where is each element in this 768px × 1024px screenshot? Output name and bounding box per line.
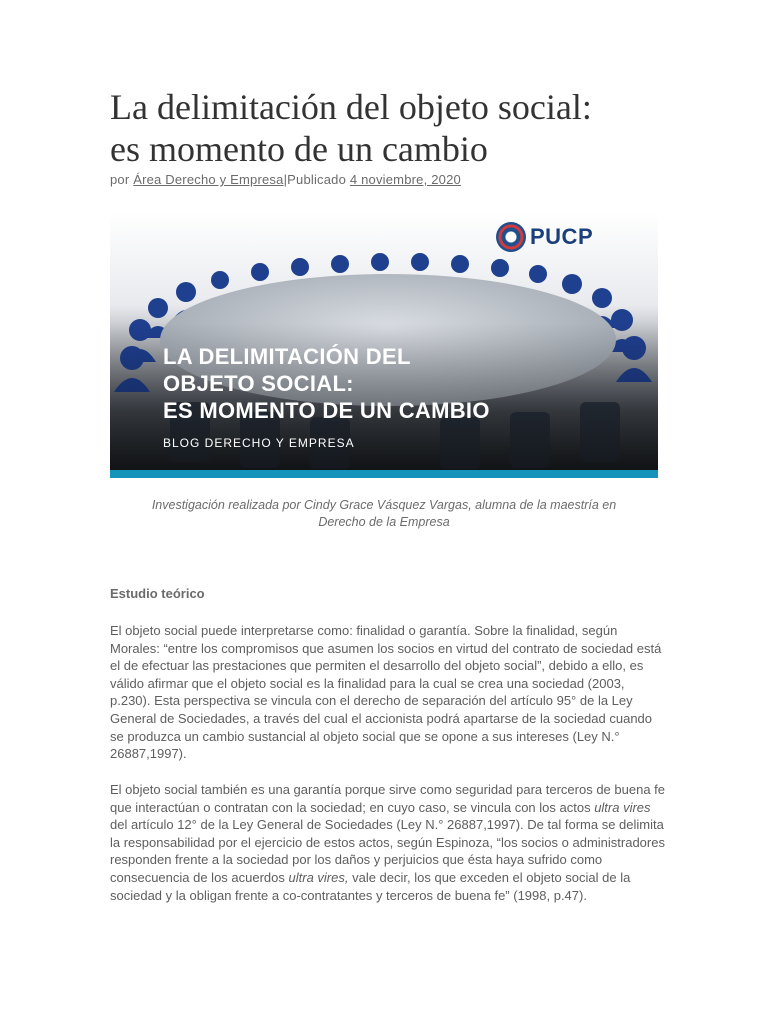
paragraph-2-italic-1: ultra vires	[594, 799, 651, 815]
paragraph-2-text-1: El objeto social también es una garantía porque sirve como seguridad para terceros de buena fe que interactúan o contratan con la sociedad; en cuyo caso, se vincula con los actos	[110, 782, 666, 815]
caption-line-1: Investigación realizada por Cindy Grace Vásquez Vargas, alumna de la maestría en	[151, 498, 617, 512]
logo-text: PUCP	[530, 224, 594, 249]
hero-headline-line-2: OBJETO SOCIAL:	[163, 371, 354, 396]
hero-headline-line-1: LA DELIMITACIÓN DEL	[163, 344, 411, 369]
accent-bar	[110, 470, 658, 478]
article-title	[110, 86, 670, 170]
paragraph-2-italic-2: ultra vires,	[288, 869, 349, 885]
caption-line-2: Derecho de la Empresa	[318, 515, 450, 529]
author-link[interactable]: Área Derecho y Empresa	[133, 172, 284, 187]
byline-separator: |Publicado	[283, 172, 350, 187]
paragraph-1: El objeto social puede interpretarse como: finalidad o garantía. Sobre la finalidad, según Morales: “entre los compromisos que asumen los socios en virtud del contrato de sociedad está el de efectuar las prestaciones que permiten el desarrollo del objeto social”, debido a ello, es válido afirmar que el objeto social es la finalidad para la cual se crea una sociedad (2003, p.230). Esta perspectiva se vincula con el derecho de separación del artículo 95° de la Ley General de Sociedades, a través del cual el accionista podrá apartarse de la sociedad cuando se produzca un cambio sustancial al objeto social que se opone a sus intereses (Ley N.° 26887,1997).	[110, 623, 662, 762]
title-line-1: La delimitación del objeto social:	[110, 87, 592, 127]
hero-subheadline: BLOG DERECHO Y EMPRESA	[163, 436, 355, 450]
date-link[interactable]: 4 noviembre, 2020	[349, 172, 461, 187]
image-caption	[110, 497, 658, 531]
hero-headline	[163, 343, 490, 424]
paragraph-2-text-3: vale decir, los que exceden el objeto social de la sociedad y la obligan frente a co-contratantes y terceros de buena fe” (1998, p.47).	[110, 869, 631, 903]
title-line-2: es momento de un cambio	[110, 129, 488, 169]
paragraph-2	[110, 781, 666, 904]
paragraph-2-text-2: del artículo 12° de la Ley General de Sociedades (Ley N.° 26887,1997). De tal forma se delimita la responsabilidad por el ejercicio de estos actos, según Espinoza, “los socios o administradores responden frente a la sociedad por los daños y perjuicios que ésta haya sufrido como consecuencia de los acuerdos	[110, 817, 665, 885]
byline-prefix: por	[110, 172, 134, 187]
hero-headline-line-3: ES MOMENTO DE UN CAMBIO	[163, 398, 490, 423]
university-seal-icon	[496, 222, 526, 252]
pucp-logo	[496, 222, 593, 252]
section-heading: Estudio teórico	[110, 586, 205, 601]
article-byline	[110, 172, 461, 187]
